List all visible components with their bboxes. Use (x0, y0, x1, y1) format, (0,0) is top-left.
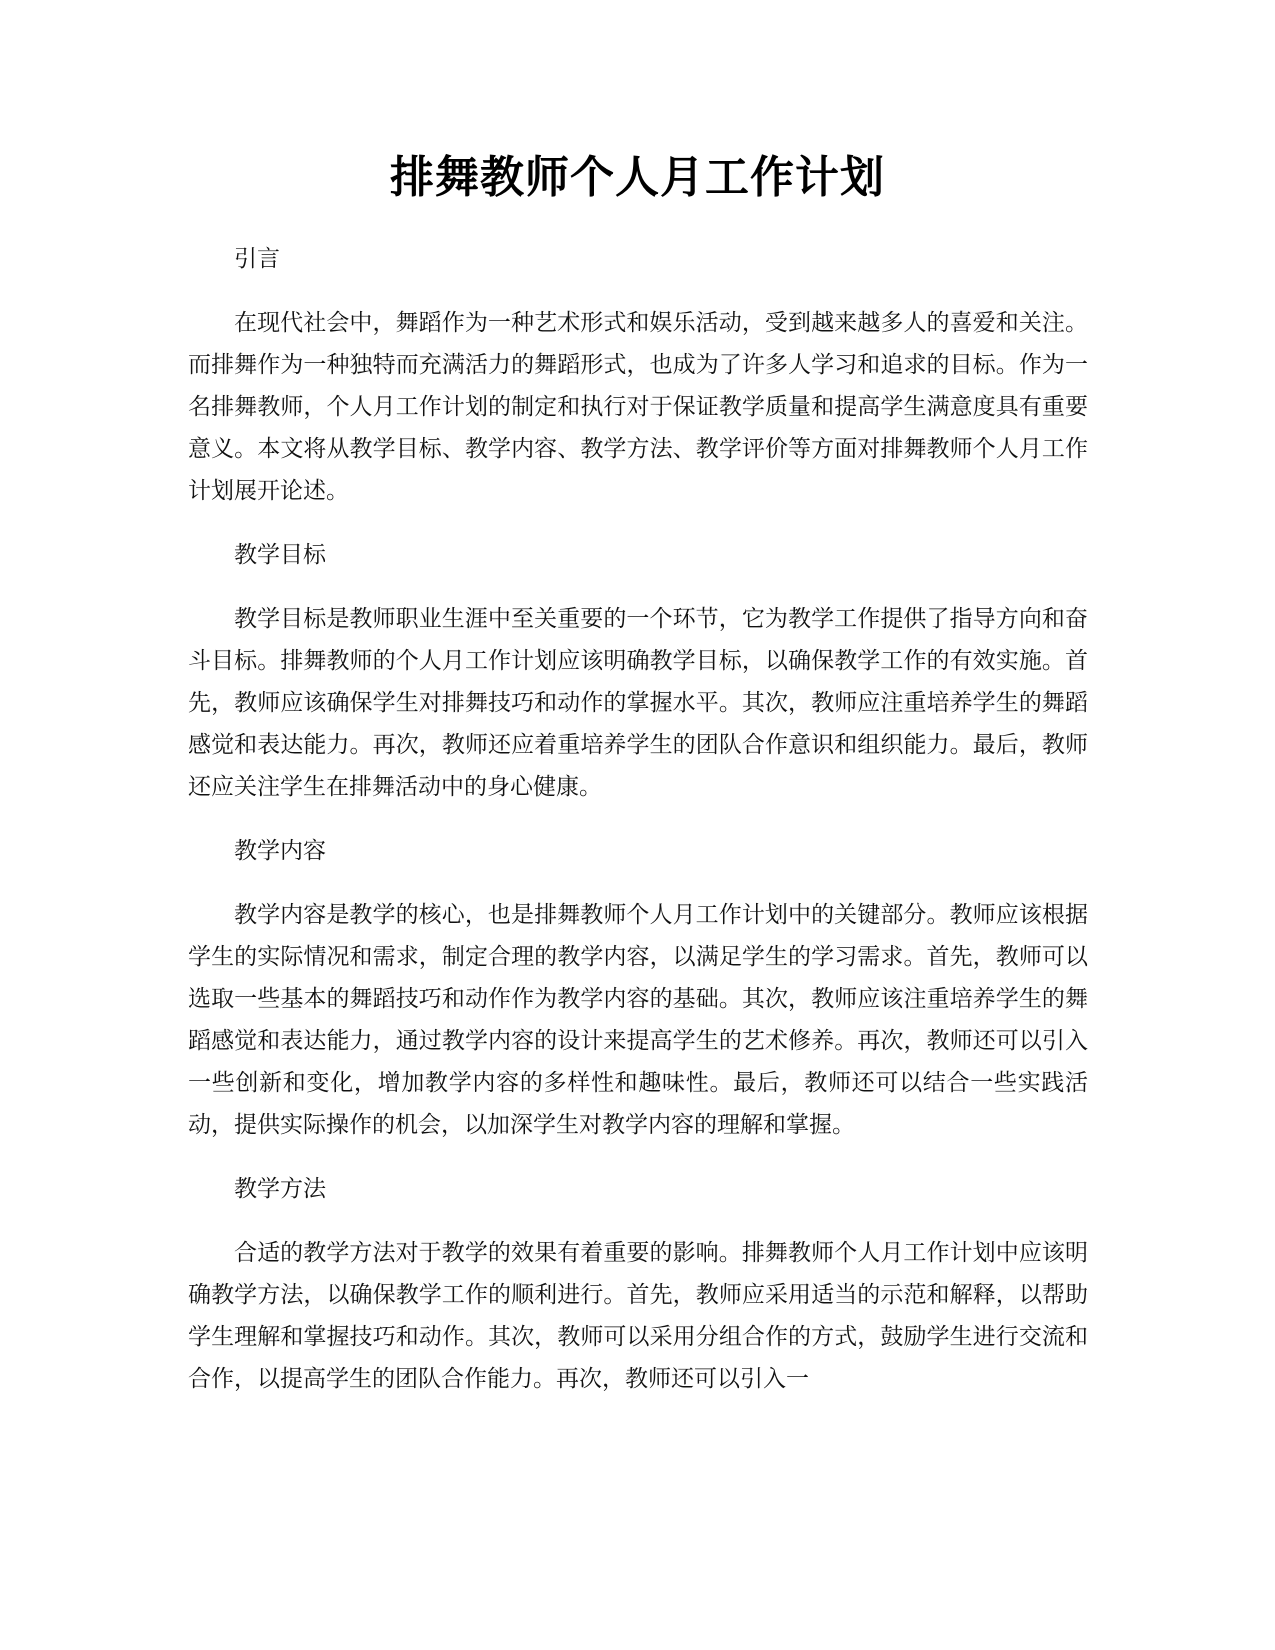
section-heading-methods: 教学方法 (234, 1176, 326, 1202)
document-body (188, 238, 1088, 1422)
section-paragraph-goals: 教学目标是教师职业生涯中至关重要的一个环节，它为教学工作提供了指导方向和奋斗目标。排舞教师的个人月工作计划应该明确教学目标，以确保教学工作的有效实施。首先，教师应该确保学生对排舞技巧和动作的掌握水平。其次，教师应注重培养学生的舞蹈感觉和表达能力。再次，教师还应着重培养学生的团队合作意识和组织能力。最后，教师还应关注学生在排舞活动中的身心健康。 (188, 606, 1088, 800)
section-paragraph-methods: 合适的教学方法对于教学的效果有着重要的影响。排舞教师个人月工作计划中应该明确教学方法，以确保教学工作的顺利进行。首先，教师应采用适当的示范和解释，以帮助学生理解和掌握技巧和动作。其次，教师可以采用分组合作的方式，鼓励学生进行交流和合作，以提高学生的团队合作能力。再次，教师还可以引入一 (188, 1240, 1088, 1392)
section-heading-goals: 教学目标 (234, 542, 326, 568)
document-title: 排舞教师个人月工作计划 (390, 152, 885, 203)
section-paragraph-content: 教学内容是教学的核心，也是排舞教师个人月工作计划中的关键部分。教师应该根据学生的实际情况和需求，制定合理的教学内容，以满足学生的学习需求。首先，教师可以选取一些基本的舞蹈技巧和动作作为教学内容的基础。其次，教师应该注重培养学生的舞蹈感觉和表达能力，通过教学内容的设计来提高学生的艺术修养。再次，教师还可以引入一些创新和变化，增加教学内容的多样性和趣味性。最后，教师还可以结合一些实践活动，提供实际操作的机会，以加深学生对教学内容的理解和掌握。 (188, 902, 1088, 1138)
section-heading-content: 教学内容 (234, 838, 326, 864)
section-heading-intro: 引言 (234, 246, 280, 272)
section-paragraph-intro: 在现代社会中，舞蹈作为一种艺术形式和娱乐活动，受到越来越多人的喜爱和关注。而排舞作为一种独特而充满活力的舞蹈形式，也成为了许多人学习和追求的目标。作为一名排舞教师，个人月工作计划的制定和执行对于保证教学质量和提高学生满意度具有重要意义。本文将从教学目标、教学内容、教学方法、教学评价等方面对排舞教师个人月工作计划展开论述。 (188, 310, 1088, 504)
